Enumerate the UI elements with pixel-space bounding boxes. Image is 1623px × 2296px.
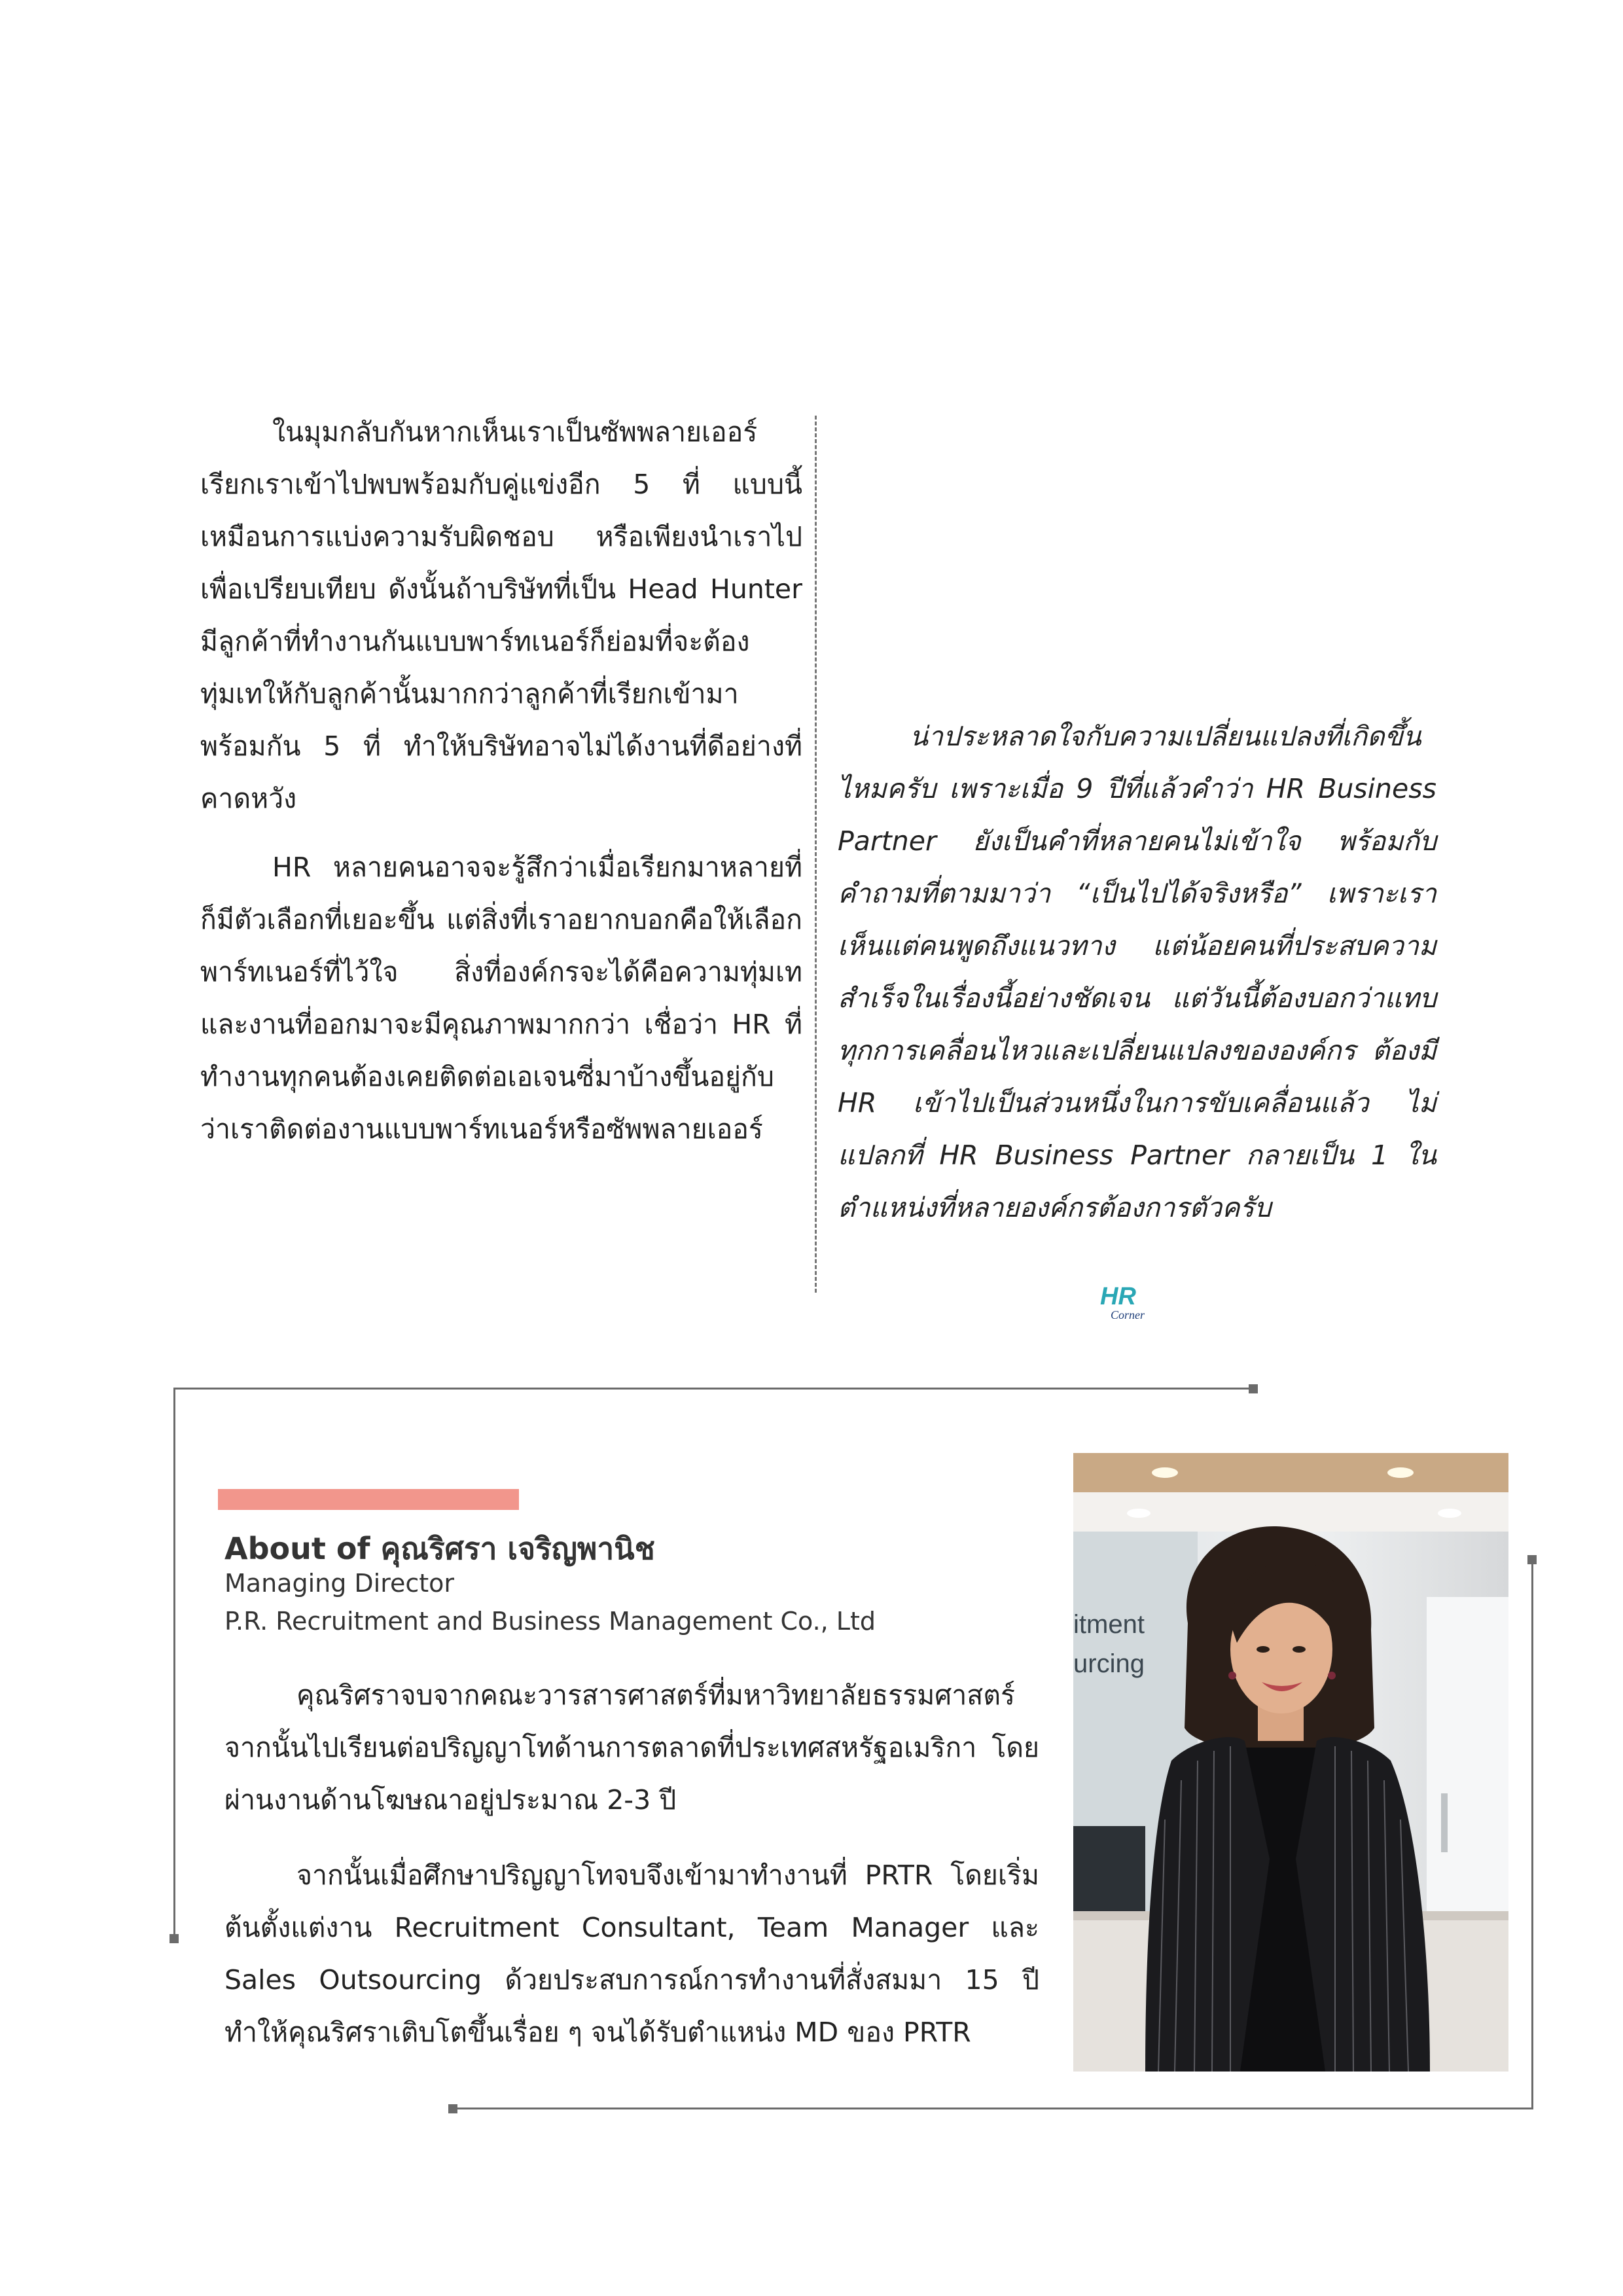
wall-sign-line-1: itment bbox=[1073, 1610, 1145, 1639]
hr-corner-logo bbox=[1096, 1280, 1149, 1325]
logo-mark: HR bbox=[1100, 1283, 1136, 1310]
frame-right-line bbox=[1531, 1559, 1533, 2109]
frame-dot-right-top bbox=[1527, 1555, 1537, 1564]
frame-dot-top-right bbox=[1249, 1384, 1258, 1393]
frame-dot-left-bottom bbox=[169, 1934, 179, 1943]
left-paragraph-2: HR หลายคนอาจจะรู้สึกว่าเมื่อเรียกมาหลายที่ก็มีตัวเลือกที่เยอะขึ้น แต่สิ่งที่เราอยากบอกคือให้เลือกพาร์ทเนอร์ที่ไว้ใจ สิ่งที่องค์กรจะได้คือความทุ่มเทและงานที่ออกมาจะมีคุณภาพมากกว่า เชื่อว่า HR ที่ทำงานทุกคนต้องเคยติดต่อเอเจนซี่มาบ้างขึ้นอยู่กับว่าเราติดต่องานแบบพาร์ทเนอร์หรือซัพพลายเออร์ bbox=[200, 852, 802, 1145]
frame-dot-bottom-left bbox=[448, 2104, 457, 2113]
frame-left-line bbox=[173, 1388, 175, 1937]
about-title: About of คุณริศรา เจริญพานิช bbox=[224, 1531, 655, 1566]
portrait-illustration bbox=[1073, 1453, 1508, 2072]
portrait-photo bbox=[1073, 1453, 1508, 2072]
right-paragraph: น่าประหลาดใจกับความเปลี่ยนแปลงที่เกิดขึ้นไหมครับ เพราะเมื่อ 9 ปีที่แล้วคำว่า HR Business Partner ยังเป็นคำที่หลายคนไม่เข้าใจ พร้อมกับคำถามที่ตามมาว่า “เป็นไปได้จริงหรือ” เพราะเราเห็นแต่คนพูดถึงแนวทาง แต่น้อยคนที่ประสบความสำเร็จในเรื่องนี้อย่างชัดเจน แต่วันนี้ต้องบอกว่าแทบทุกการเคลื่อนไหวและเปลี่ยนแปลงขององค์กร ต้องมี HR เข้าไปเป็นส่วนหนึ่งในการขับเคลื่อนแล้ว ไม่แปลกที่ HR Business Partner กลายเป็น 1 ในตำแหน่งที่หลายองค์กรต้องการตัวครับ bbox=[838, 721, 1436, 1223]
frame-top-line bbox=[173, 1388, 1253, 1390]
about-role: Managing Director bbox=[224, 1569, 455, 1598]
accent-bar bbox=[218, 1489, 519, 1510]
left-paragraph-1: ในมุมกลับกันหากเห็นเราเป็นซัพพลายเออร์เรียกเราเข้าไปพบพร้อมกับคู่แข่งอีก 5 ที่ แบบนี้เหมือนการแบ่งความรับผิดชอบ หรือเพียงนำเราไปเพื่อเปรียบเทียบ ดังนั้นถ้าบริษัทที่เป็น Head Hunter มีลูกค้าที่ทำงานกันแบบพาร์ทเนอร์ก็ย่อมที่จะต้องทุ่มเทให้กับลูกค้านั้นมากกว่าลูกค้าที่เรียกเข้ามาพร้อมกัน 5 ที่ ทำให้บริษัทอาจไม่ได้งานที่ดีอย่างที่คาดหวัง bbox=[200, 416, 802, 814]
about-bio-paragraph-1: คุณริศราจบจากคณะวารสารศาสตร์ที่มหาวิทยาลัยธรรมศาสตร์ จากนั้นไปเรียนต่อปริญญาโทด้านการตลาดที่ประเทศสหรัฐอเมริกา โดยผ่านงานด้านโฆษณาอยู่ประมาณ 2-3 ปี bbox=[224, 1679, 1039, 1816]
about-company: P.R. Recruitment and Business Management Co., Ltd bbox=[224, 1607, 876, 1636]
logo-subtext: Corner bbox=[1111, 1308, 1145, 1321]
column-divider bbox=[815, 416, 817, 1293]
wall-sign-line-2: urcing bbox=[1073, 1649, 1145, 1678]
about-bio-paragraph-2: จากนั้นเมื่อศึกษาปริญญาโทจบจึงเข้ามาทำงานที่ PRTR โดยเริ่มต้นตั้งแต่งาน Recruitment Consultant, Team Manager และ Sales Outsourcing ด้วยประสบการณ์การทำงานที่สั่งสมมา 15 ปี ทำให้คุณริศราเติบโตขึ้นเรื่อย ๆ จนได้รับตำแหน่ง MD ของ PRTR bbox=[224, 1859, 1039, 2048]
frame-bottom-line bbox=[452, 2108, 1533, 2109]
